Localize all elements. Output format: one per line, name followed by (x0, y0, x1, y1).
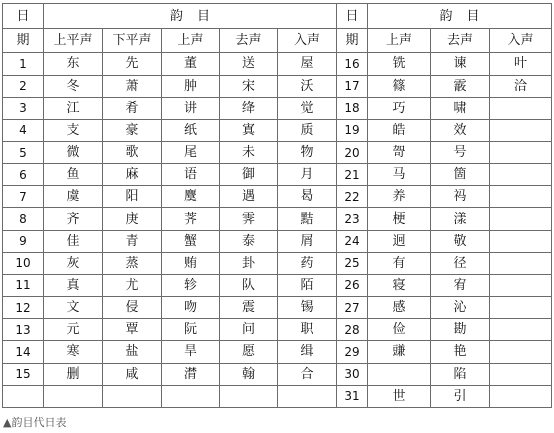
rhyme-cell: 虞 (44, 186, 103, 208)
table-row (3, 252, 552, 274)
table-body (3, 4, 552, 408)
rhyme-cell: 旱 (162, 341, 220, 363)
rhyme-cell (220, 385, 278, 407)
rhyme-cell: 洽 (490, 75, 552, 97)
rhyme-cell (490, 141, 552, 163)
day-number-cell: 29 (337, 341, 368, 363)
day-number-cell: 26 (337, 274, 368, 296)
rhyme-cell (490, 319, 552, 341)
rhyme-cell: 径 (431, 252, 490, 274)
rhyme-cell: 愿 (220, 341, 278, 363)
header-yunmu-right: 韵目 (368, 4, 552, 29)
rhyme-cell: 沁 (431, 297, 490, 319)
rhyme-cell: 荠 (162, 208, 220, 230)
rhyme-cell (490, 341, 552, 363)
rhyme-cell: 祃 (431, 186, 490, 208)
rhyme-cell: 语 (162, 164, 220, 186)
day-number-cell: 9 (3, 230, 44, 252)
rhyme-cell: 麻 (103, 164, 162, 186)
rhyme-cell: 铣 (368, 53, 431, 75)
rhyme-cell: 青 (103, 230, 162, 252)
rhyme-cell (103, 385, 162, 407)
rhyme-date-table (2, 3, 552, 408)
day-number-cell: 7 (3, 186, 44, 208)
rhyme-cell: 曷 (278, 186, 337, 208)
rhyme-cell: 翰 (220, 363, 278, 385)
header-row-2 (3, 29, 552, 53)
rhyme-cell: 问 (220, 319, 278, 341)
rhyme-cell: 梗 (368, 208, 431, 230)
rhyme-cell: 冬 (44, 75, 103, 97)
day-number-cell: 18 (337, 97, 368, 119)
header-tone: 入声 (278, 29, 337, 53)
rhyme-cell: 阳 (103, 186, 162, 208)
rhyme-cell: 御 (220, 164, 278, 186)
rhyme-cell: 霰 (431, 75, 490, 97)
rhyme-cell: 宥 (431, 274, 490, 296)
day-number-cell: 25 (337, 252, 368, 274)
day-number-cell: 20 (337, 141, 368, 163)
rhyme-cell: 觉 (278, 97, 337, 119)
day-number-cell: 2 (3, 75, 44, 97)
day-number-cell: 14 (3, 341, 44, 363)
day-number-cell: 8 (3, 208, 44, 230)
rhyme-cell (490, 164, 552, 186)
table-row (3, 230, 552, 252)
rhyme-cell: 送 (220, 53, 278, 75)
rhyme-cell: 未 (220, 141, 278, 163)
rhyme-cell: 寘 (220, 119, 278, 141)
header-tone: 下平声 (103, 29, 162, 53)
rhyme-cell: 敬 (431, 230, 490, 252)
rhyme-cell: 物 (278, 141, 337, 163)
rhyme-cell (490, 252, 552, 274)
rhyme-cell: 职 (278, 319, 337, 341)
header-tone: 上声 (162, 29, 220, 53)
rhyme-cell (490, 97, 552, 119)
day-number-cell: 17 (337, 75, 368, 97)
table-row (3, 363, 552, 385)
day-number-cell: 6 (3, 164, 44, 186)
day-number-cell: 13 (3, 319, 44, 341)
rhyme-cell: 董 (162, 53, 220, 75)
rhyme-cell: 宋 (220, 75, 278, 97)
header-qi-right: 期 (337, 29, 368, 53)
day-number-cell (3, 385, 44, 407)
header-tone: 入声 (490, 29, 552, 53)
header-tone: 去声 (220, 29, 278, 53)
rhyme-cell: 歌 (103, 141, 162, 163)
rhyme-cell: 引 (431, 385, 490, 407)
header-qi: 期 (3, 29, 44, 53)
table-row (3, 97, 552, 119)
rhyme-cell: 泰 (220, 230, 278, 252)
rhyme-cell: 哿 (368, 141, 431, 163)
rhyme-cell: 吻 (162, 297, 220, 319)
rhyme-cell: 庚 (103, 208, 162, 230)
rhyme-cell: 屋 (278, 53, 337, 75)
table-row (3, 297, 552, 319)
header-ri: 日 (3, 4, 44, 29)
table-row (3, 385, 552, 407)
rhyme-cell: 有 (368, 252, 431, 274)
day-number-cell: 27 (337, 297, 368, 319)
rhyme-cell: 真 (44, 274, 103, 296)
rhyme-cell: 肿 (162, 75, 220, 97)
rhyme-cell: 佳 (44, 230, 103, 252)
rhyme-cell: 麌 (162, 186, 220, 208)
day-number-cell: 15 (3, 363, 44, 385)
header-yunmu-left: 韵目 (44, 4, 337, 29)
rhyme-cell: 叶 (490, 53, 552, 75)
day-number-cell: 3 (3, 97, 44, 119)
rhyme-cell (368, 363, 431, 385)
rhyme-cell: 阮 (162, 319, 220, 341)
rhyme-cell: 马 (368, 164, 431, 186)
rhyme-cell: 质 (278, 119, 337, 141)
rhyme-cell (490, 186, 552, 208)
rhyme-cell: 药 (278, 252, 337, 274)
rhyme-cell: 覃 (103, 319, 162, 341)
rhyme-cell: 皓 (368, 119, 431, 141)
table-row (3, 341, 552, 363)
rhyme-cell: 蒸 (103, 252, 162, 274)
table-row (3, 208, 552, 230)
rhyme-cell: 迥 (368, 230, 431, 252)
day-number-cell: 31 (337, 385, 368, 407)
rhyme-cell (490, 208, 552, 230)
day-number-cell: 28 (337, 319, 368, 341)
rhyme-cell: 灰 (44, 252, 103, 274)
rhyme-cell: 豏 (368, 341, 431, 363)
rhyme-cell: 合 (278, 363, 337, 385)
rhyme-cell (490, 274, 552, 296)
rhyme-cell: 队 (220, 274, 278, 296)
rhyme-date-table-container (2, 3, 551, 408)
day-number-cell: 5 (3, 141, 44, 163)
rhyme-cell: 尤 (103, 274, 162, 296)
rhyme-cell: 文 (44, 297, 103, 319)
table-caption: ▲韵目代日表 (3, 416, 67, 429)
rhyme-cell: 讲 (162, 97, 220, 119)
rhyme-cell: 号 (431, 141, 490, 163)
day-number-cell: 1 (3, 53, 44, 75)
rhyme-cell: 篠 (368, 75, 431, 97)
rhyme-cell: 删 (44, 363, 103, 385)
table-row (3, 75, 552, 97)
rhyme-cell: 尾 (162, 141, 220, 163)
rhyme-cell: 肴 (103, 97, 162, 119)
rhyme-cell: 潸 (162, 363, 220, 385)
rhyme-cell: 纸 (162, 119, 220, 141)
rhyme-cell: 巧 (368, 97, 431, 119)
rhyme-cell: 侵 (103, 297, 162, 319)
day-number-cell: 24 (337, 230, 368, 252)
rhyme-cell: 养 (368, 186, 431, 208)
rhyme-cell: 豪 (103, 119, 162, 141)
day-number-cell: 10 (3, 252, 44, 274)
day-number-cell: 30 (337, 363, 368, 385)
rhyme-cell: 啸 (431, 97, 490, 119)
rhyme-cell: 感 (368, 297, 431, 319)
rhyme-cell: 江 (44, 97, 103, 119)
rhyme-cell: 咸 (103, 363, 162, 385)
rhyme-cell: 箇 (431, 164, 490, 186)
rhyme-cell: 卦 (220, 252, 278, 274)
day-number-cell: 16 (337, 53, 368, 75)
rhyme-cell: 艳 (431, 341, 490, 363)
rhyme-cell: 鱼 (44, 164, 103, 186)
header-ri-right: 日 (337, 4, 368, 29)
rhyme-cell: 月 (278, 164, 337, 186)
day-number-cell: 21 (337, 164, 368, 186)
rhyme-cell: 震 (220, 297, 278, 319)
rhyme-cell: 寝 (368, 274, 431, 296)
rhyme-cell: 轸 (162, 274, 220, 296)
table-row (3, 164, 552, 186)
rhyme-cell (490, 363, 552, 385)
rhyme-cell (490, 385, 552, 407)
table-row (3, 319, 552, 341)
day-number-cell: 4 (3, 119, 44, 141)
rhyme-cell: 缉 (278, 341, 337, 363)
day-number-cell: 23 (337, 208, 368, 230)
rhyme-cell: 效 (431, 119, 490, 141)
header-row-1 (3, 4, 552, 29)
rhyme-cell: 陌 (278, 274, 337, 296)
rhyme-cell: 萧 (103, 75, 162, 97)
header-tone: 去声 (431, 29, 490, 53)
rhyme-cell: 沃 (278, 75, 337, 97)
rhyme-cell: 谏 (431, 53, 490, 75)
header-tone: 上声 (368, 29, 431, 53)
rhyme-cell: 陷 (431, 363, 490, 385)
rhyme-cell: 蟹 (162, 230, 220, 252)
rhyme-cell (490, 297, 552, 319)
rhyme-cell (490, 119, 552, 141)
rhyme-cell: 支 (44, 119, 103, 141)
rhyme-cell: 先 (103, 53, 162, 75)
day-number-cell: 12 (3, 297, 44, 319)
rhyme-cell: 黠 (278, 208, 337, 230)
rhyme-cell: 微 (44, 141, 103, 163)
rhyme-cell: 漾 (431, 208, 490, 230)
header-tone: 上平声 (44, 29, 103, 53)
table-row (3, 53, 552, 75)
rhyme-cell (278, 385, 337, 407)
rhyme-cell: 遇 (220, 186, 278, 208)
day-number-cell: 22 (337, 186, 368, 208)
table-row (3, 141, 552, 163)
rhyme-cell (44, 385, 103, 407)
day-number-cell: 19 (337, 119, 368, 141)
rhyme-cell: 东 (44, 53, 103, 75)
rhyme-cell (162, 385, 220, 407)
rhyme-cell: 寒 (44, 341, 103, 363)
rhyme-cell: 齐 (44, 208, 103, 230)
rhyme-cell: 绛 (220, 97, 278, 119)
rhyme-cell: 屑 (278, 230, 337, 252)
rhyme-cell: 盐 (103, 341, 162, 363)
rhyme-cell: 霁 (220, 208, 278, 230)
rhyme-cell: 贿 (162, 252, 220, 274)
rhyme-cell: 元 (44, 319, 103, 341)
rhyme-cell: 锡 (278, 297, 337, 319)
table-row (3, 274, 552, 296)
table-row (3, 119, 552, 141)
rhyme-cell: 勘 (431, 319, 490, 341)
table-row (3, 186, 552, 208)
rhyme-cell: 俭 (368, 319, 431, 341)
rhyme-cell: 世 (368, 385, 431, 407)
rhyme-cell (490, 230, 552, 252)
day-number-cell: 11 (3, 274, 44, 296)
